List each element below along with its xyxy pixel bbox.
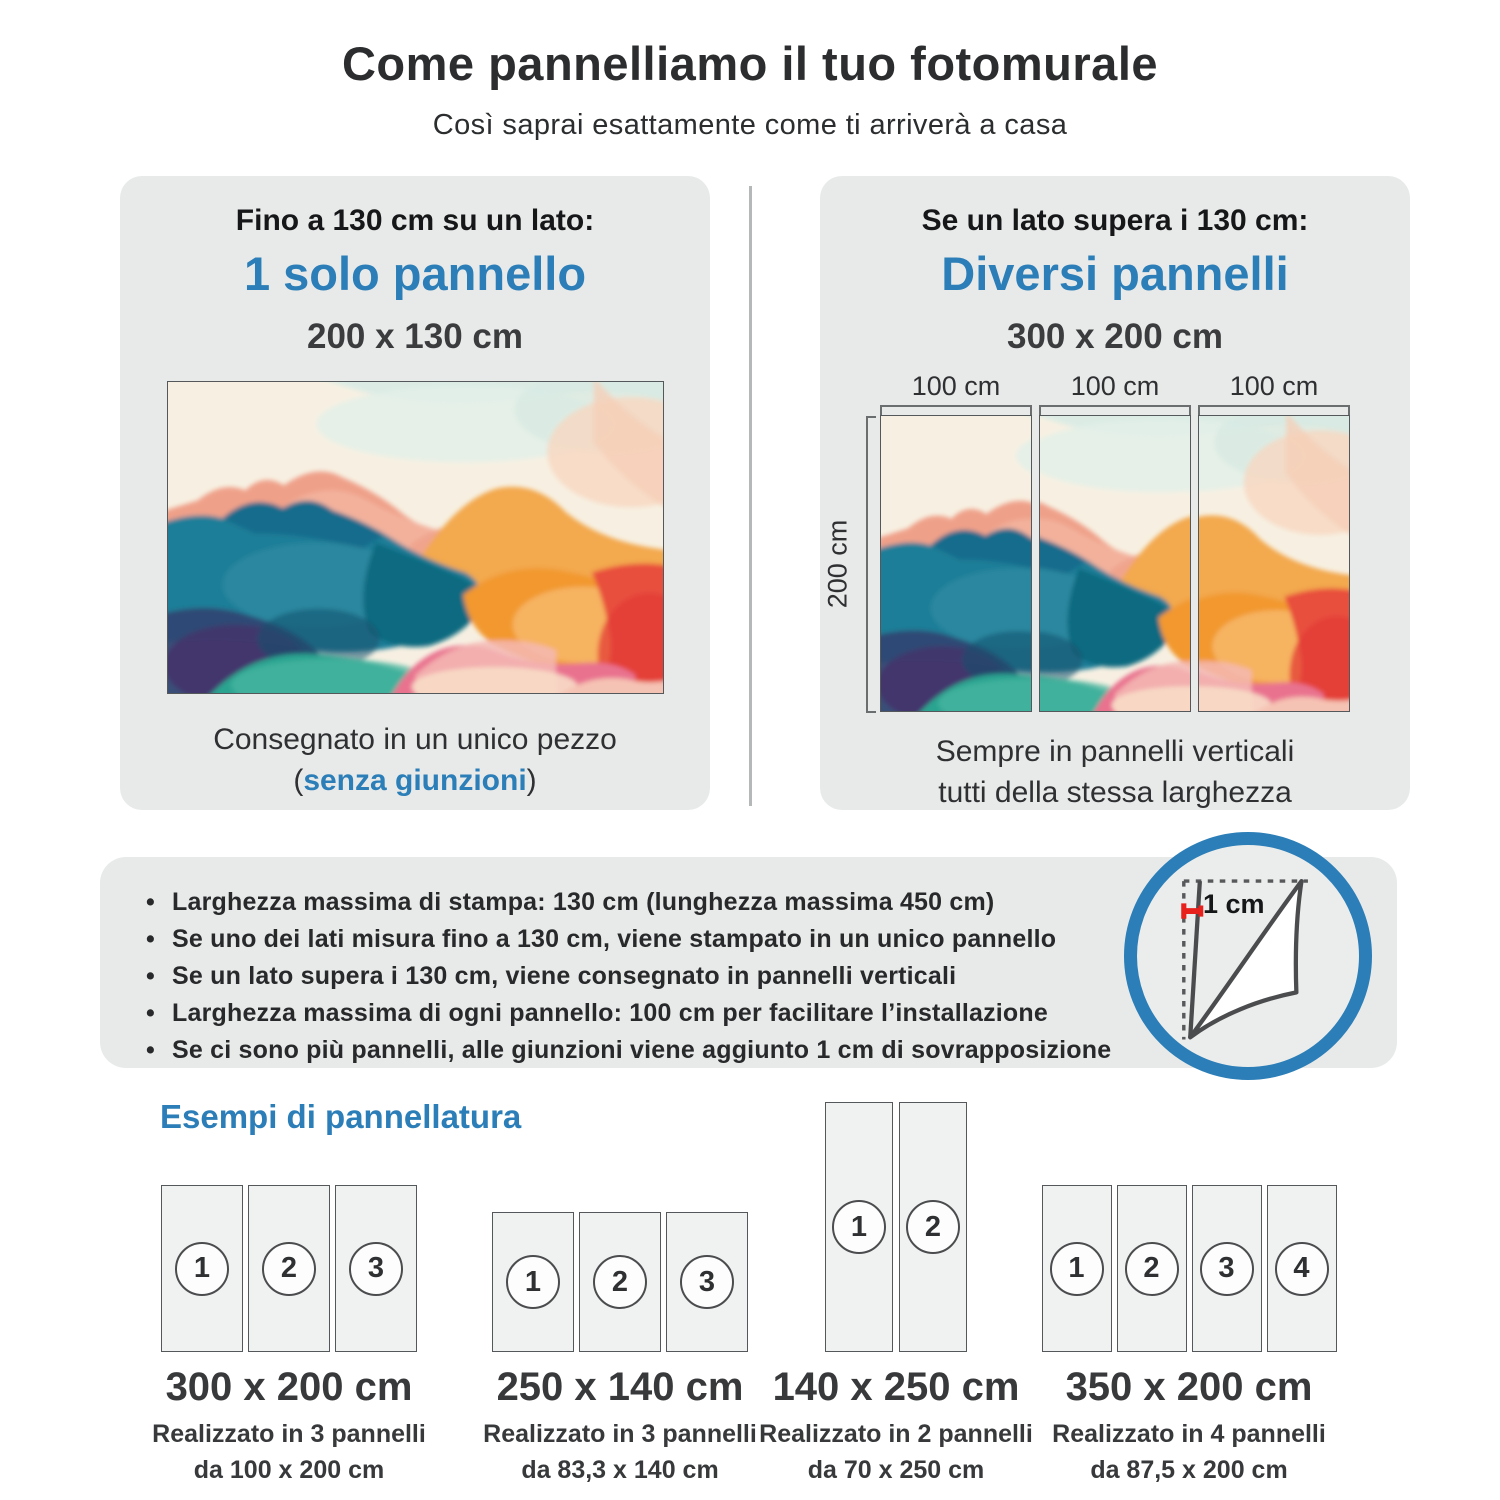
width-measure-row [880,371,1350,415]
example-140x250 [756,1102,1036,1486]
example-panel [666,1212,748,1352]
example-panel [825,1102,893,1352]
example-desc: Realizzato in 3 pannelli [152,1420,426,1448]
example-panel [579,1212,661,1352]
example-desc: Realizzato in 2 pannelli [759,1420,1033,1448]
panel-number-badge: 1 [1050,1242,1104,1296]
info-bullet: • Larghezza massima di stampa: 130 cm (lunghezza massima 450 cm) [144,884,1397,921]
height-bracket [866,416,876,713]
multi-panel-size: 300 x 200 cm [1006,317,1223,356]
width-measure-3 [1198,371,1350,415]
example-panel [1192,1185,1262,1352]
multi-panel-result: Diversi pannelli [941,247,1289,300]
caption-line1: Sempre in pannelli verticali [935,735,1295,768]
info-bullet: • Se un lato supera i 130 cm, viene consegnato in pannelli verticali [144,958,1397,995]
single-panel-box [120,176,710,810]
panel-number-badge: 2 [593,1255,647,1309]
caption-paren-open: ( [293,763,304,797]
example-panel [1267,1185,1337,1352]
panel-number-badge: 3 [349,1242,403,1296]
example-panel [492,1212,574,1352]
example-panels [130,1102,448,1352]
panel-number-badge: 3 [1200,1242,1254,1296]
page-subtitle: Così saprai esattamente come ti arriverà a casa [432,109,1068,141]
example-350x200 [1022,1102,1356,1486]
example-desc: da 87,5 x 200 cm [1090,1456,1288,1484]
split-panels-diagram [822,371,1350,712]
mural-panel-2 [1039,415,1191,712]
width-measure-1 [880,371,1032,415]
example-panels [460,1102,780,1352]
caption-paren-close: ) [526,763,537,797]
mural-panel-1 [880,415,1032,712]
example-desc: Realizzato in 4 pannelli [1052,1420,1326,1448]
width-label: 100 cm [911,371,1001,401]
panel-number-badge: 2 [262,1242,316,1296]
example-desc: da 83,3 x 140 cm [521,1456,719,1484]
panel-number-badge: 2 [906,1200,960,1254]
examples-heading: Esempi di pannellatura [160,1098,522,1135]
example-desc: da 100 x 200 cm [193,1456,385,1484]
watercolor-slice-3 [1199,416,1349,711]
panel-number-badge: 3 [680,1255,734,1309]
mural-artwork-split [880,415,1350,712]
width-bracket [1039,405,1191,415]
panel-number-badge: 1 [832,1200,886,1254]
panel-number-badge: 2 [1125,1242,1179,1296]
panel-number-badge: 1 [506,1255,560,1309]
vertical-divider [749,186,752,806]
example-panel [248,1185,330,1352]
header [0,36,1500,142]
single-panel-condition: Fino a 130 cm su un lato: [235,204,595,237]
single-panel-caption [120,720,710,801]
info-bullet: • Larghezza massima di ogni pannello: 100 cm per facilitare l’installazione [144,995,1397,1032]
height-label: 200 cm [822,519,853,609]
panel-number-badge: 4 [1275,1242,1329,1296]
width-bracket [880,405,1032,415]
example-size: 350 x 200 cm [1065,1365,1313,1409]
caption-line2: tutti della stessa larghezza [938,775,1292,809]
example-panels [1022,1102,1356,1352]
example-desc: Realizzato in 3 pannelli [483,1420,757,1448]
single-panel-size: 200 x 130 cm [306,317,523,356]
page-title: Come pannelliamo il tuo fotomurale [341,37,1159,90]
overlap-badge [1124,832,1372,1080]
example-panel [335,1185,417,1352]
info-bullet: • Se ci sono più pannelli, alle giunzioni viene aggiunto 1 cm di sovrapposizione [144,1032,1397,1069]
page-curl-icon [1141,849,1355,1063]
watercolor-slice-2 [1040,416,1190,711]
example-size: 250 x 140 cm [496,1365,744,1409]
example-desc: da 70 x 250 cm [807,1456,985,1484]
panel-number-badge: 1 [175,1242,229,1296]
example-300x200 [130,1102,448,1486]
width-measure-2 [1039,371,1191,415]
multi-panel-condition: Se un lato supera i 130 cm: [921,204,1309,237]
mural-panel-3 [1198,415,1350,712]
example-size: 300 x 200 cm [165,1365,413,1409]
width-bracket [1198,405,1350,415]
single-panel-result: 1 solo pannello [243,247,587,300]
mural-artwork-single [167,381,664,694]
multi-panel-caption [820,732,1410,813]
example-panel [161,1185,243,1352]
example-panel [899,1102,967,1352]
example-size: 140 x 250 cm [772,1365,1020,1409]
example-panel [1042,1185,1112,1352]
example-250x140 [460,1102,780,1486]
caption-highlight: senza giunzioni [303,763,527,797]
info-bullet: • Se uno dei lati misura fino a 130 cm, viene stampato in un unico pannello [144,921,1397,958]
multi-panel-box [820,176,1410,810]
width-label: 100 cm [1229,371,1319,401]
caption-line1: Consegnato in un unico pezzo [213,723,617,756]
watercolor-image [168,382,663,693]
watercolor-slice-1 [881,416,1031,711]
overlap-measure-label: 1 cm [1203,889,1265,919]
example-panel [1117,1185,1187,1352]
example-panels [756,1102,1036,1352]
width-label: 100 cm [1070,371,1160,401]
